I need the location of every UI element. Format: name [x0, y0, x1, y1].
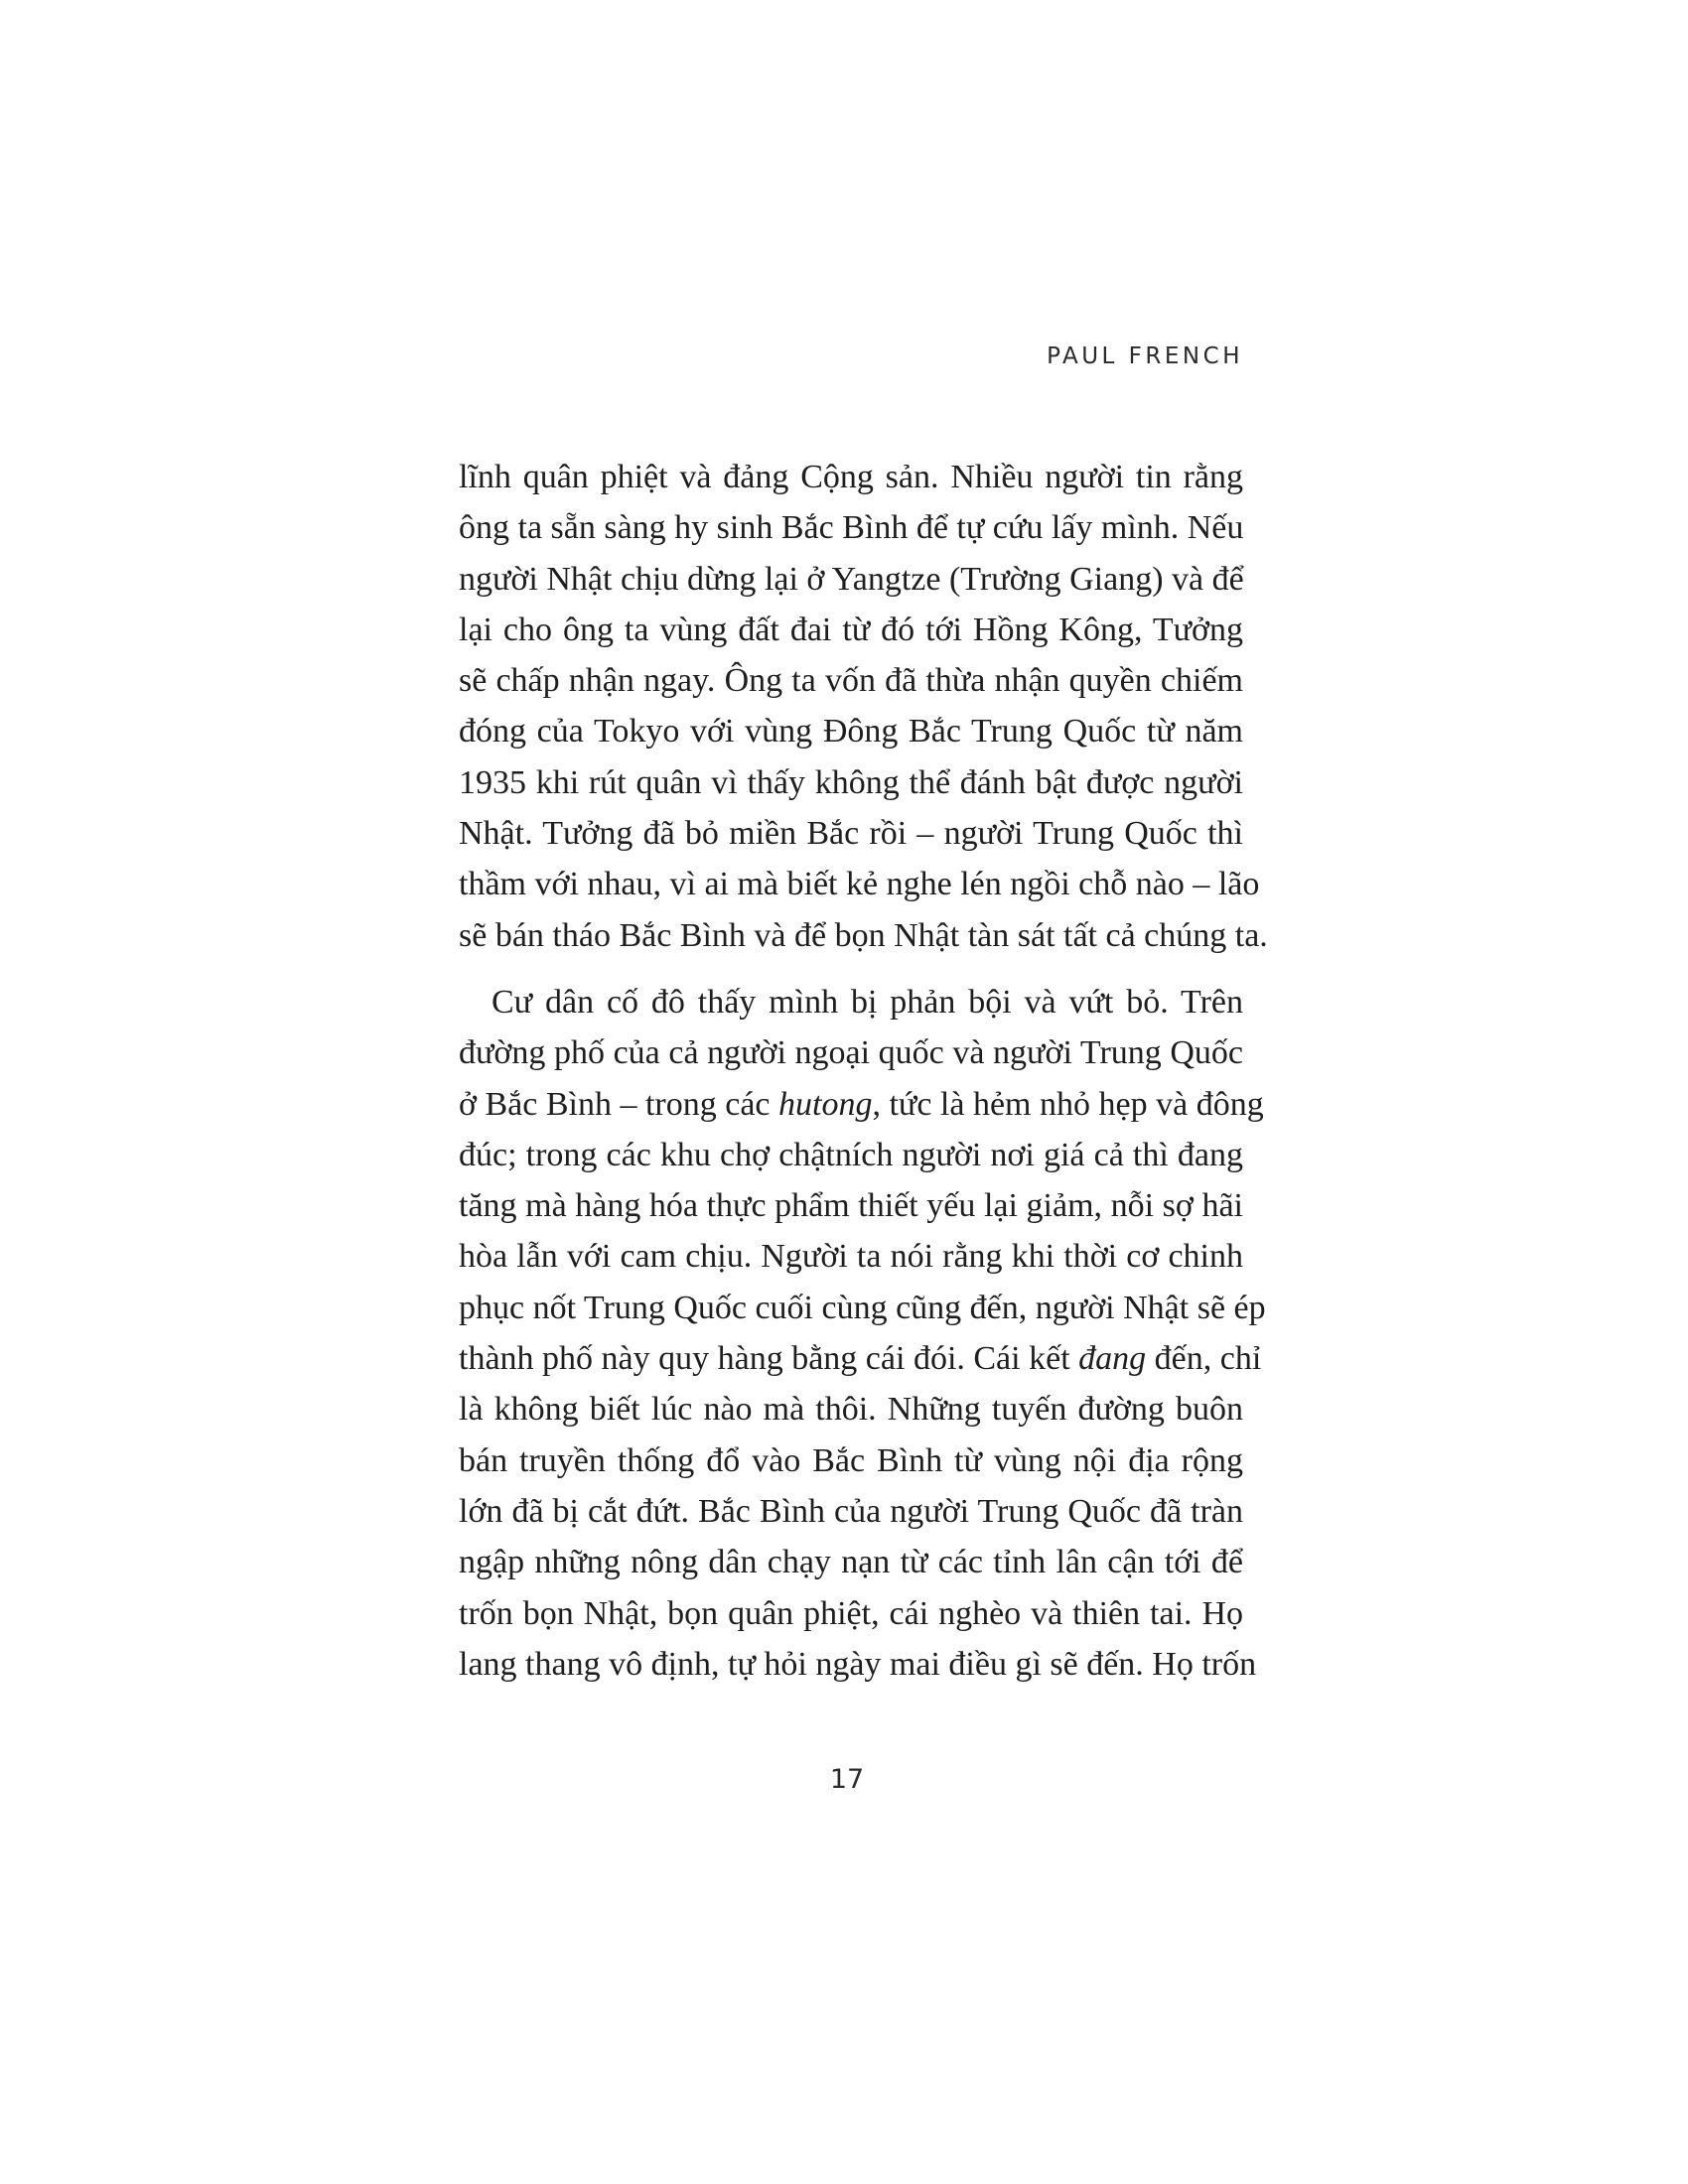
italic-term: đang	[1078, 1340, 1147, 1378]
line-segment: , tức là hẻm nhỏ hẹp và đông	[872, 1085, 1264, 1123]
line-segment: ở Bắc Bình – trong các	[459, 1085, 779, 1123]
text-line: Cư dân cố đô thấy mình bị phản bội và vứt bỏ. Trên	[492, 983, 1243, 1021]
text-line: lại cho ông ta vùng đất đai từ đó tới Hồng Kông, Tưởng	[459, 611, 1243, 648]
text-line: sẽ bán tháo Bắc Bình và để bọn Nhật tàn sát tất cả chúng ta.	[459, 916, 1268, 954]
text-line: đúc; trong các khu chợ chậtních người nơi giá cả thì đang	[459, 1136, 1243, 1173]
text-line: bán truyền thống đổ vào Bắc Bình từ vùng nội địa rộng	[459, 1441, 1243, 1479]
text-line: lĩnh quân phiệt và đảng Cộng sản. Nhiều người tin rằng	[459, 459, 1243, 495]
text-line: Nhật. Tưởng đã bỏ miền Bắc rồi – người Trung Quốc thì	[459, 815, 1243, 853]
text-line: đóng của Tokyo với vùng Đông Bắc Trung Quốc từ năm	[459, 713, 1243, 751]
page-number: 17	[829, 1764, 865, 1795]
text-line-with-italic	[459, 1333, 1262, 1384]
text-line: hòa lẫn với cam chịu. Người ta nói rằng khi thời cơ chinh	[459, 1238, 1243, 1276]
paragraph-spacer	[459, 961, 1243, 977]
text-line: 1935 khi rút quân vì thấy không thể đánh bật được người	[459, 763, 1243, 801]
text-line: lang thang vô định, tự hỏi ngày mai điều gì sẽ đến. Họ trốn	[459, 1645, 1257, 1683]
text-line-with-italic	[459, 1079, 1264, 1130]
text-line: đường phố của cả người ngoại quốc và người Trung Quốc	[459, 1034, 1243, 1072]
text-line: lớn đã bị cắt đứt. Bắc Bình của người Trung Quốc đã tràn	[459, 1492, 1243, 1530]
text-line: sẽ chấp nhận ngay. Ông ta vốn đã thừa nhận quyền chiếm	[459, 662, 1243, 700]
body-text	[459, 452, 1268, 1690]
line-segment: đến, chỉ	[1146, 1340, 1262, 1378]
paragraph-1	[459, 452, 1268, 961]
text-line: là không biết lúc nào mà thôi. Những tuyến đường buôn	[459, 1391, 1243, 1429]
text-line: trốn bọn Nhật, bọn quân phiệt, cái nghèo và thiên tai. Họ	[459, 1594, 1243, 1632]
text-line: ông ta sẵn sàng hy sinh Bắc Bình để tự cứu lấy mình. Nếu	[459, 509, 1244, 547]
italic-term: hutong	[778, 1085, 873, 1123]
text-line: phục nốt Trung Quốc cuối cùng cũng đến, người Nhật sẽ ép	[459, 1289, 1266, 1326]
text-line: ngập những nông dân chạy nạn từ các tỉnh lân cận tới để	[459, 1544, 1243, 1581]
text-line: thầm với nhau, vì ai mà biết kẻ nghe lén ngồi chỗ nào – lão	[459, 866, 1260, 903]
text-line: tăng mà hàng hóa thực phẩm thiết yếu lại giảm, nỗi sợ hãi	[459, 1187, 1243, 1225]
paragraph-2	[459, 977, 1266, 1690]
line-segment: thành phố này quy hàng bằng cái đói. Cái kết	[459, 1340, 1079, 1378]
running-header-author: PAUL FRENCH	[1047, 343, 1243, 369]
text-line: người Nhật chịu dừng lại ở Yangtze (Trường Giang) và để	[459, 560, 1244, 598]
